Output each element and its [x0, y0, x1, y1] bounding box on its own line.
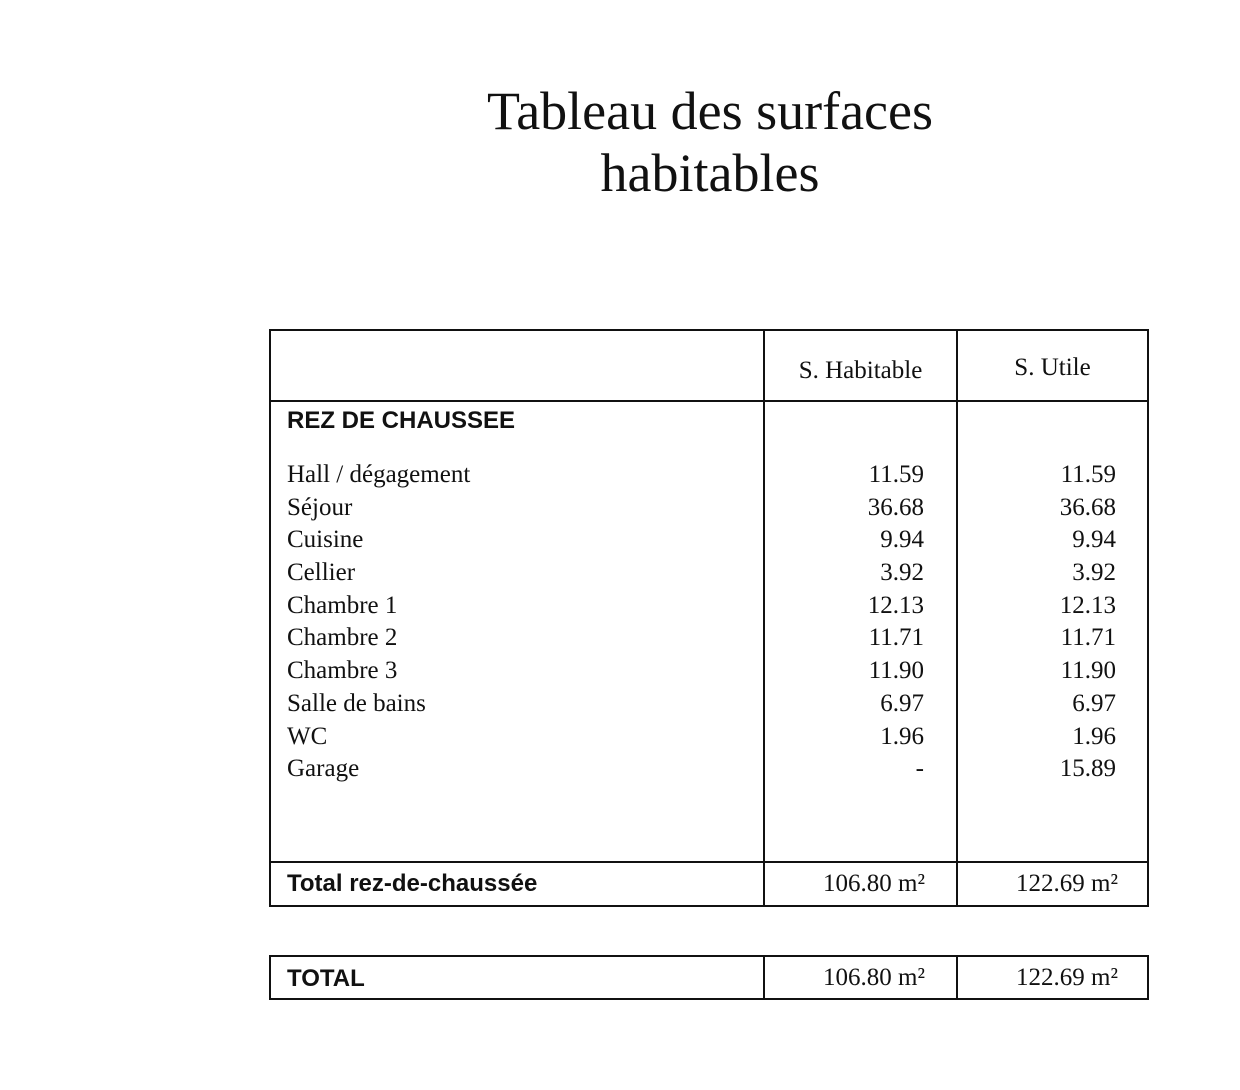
table-row: [271, 459, 1147, 492]
subtotal-label: Total rez-de-chaussée: [287, 870, 538, 897]
room-name: Séjour: [287, 493, 353, 521]
header-utile: S. Utile: [1014, 354, 1091, 381]
room-habitable: 9.94: [880, 526, 924, 554]
table-row: [271, 557, 1147, 590]
table-row: [271, 753, 1147, 786]
room-utile: 36.68: [1059, 493, 1116, 521]
room-habitable: 1.96: [880, 722, 924, 750]
subtotal-divider: [271, 861, 1147, 863]
room-name: Chambre 2: [287, 624, 398, 652]
room-name: Chambre 3: [287, 657, 398, 685]
subtotal-habitable: 106.80 m²: [823, 870, 925, 897]
room-name: Salle de bains: [287, 689, 426, 717]
room-utile: 11.59: [1060, 461, 1116, 488]
room-habitable: 12.13: [867, 591, 924, 619]
room-habitable: -: [915, 755, 924, 783]
table-row: [271, 688, 1147, 721]
table-row: [271, 655, 1147, 688]
total-label: TOTAL: [287, 965, 365, 992]
room-name: Chambre 1: [287, 591, 398, 619]
document-title-line-1: Tableau des surfaces: [486, 81, 933, 141]
room-habitable: 11.90: [868, 657, 924, 685]
table-row: [271, 524, 1147, 557]
room-habitable: 36.68: [867, 493, 924, 521]
room-utile: 11.71: [1060, 624, 1116, 652]
room-name: Cellier: [287, 559, 356, 587]
room-utile: 3.92: [1072, 559, 1116, 587]
room-name: Cuisine: [287, 526, 364, 554]
room-utile: 6.97: [1072, 689, 1116, 717]
subtotal-utile: 122.69 m²: [1016, 870, 1118, 897]
room-utile: 9.94: [1072, 526, 1116, 554]
table-row: [271, 721, 1147, 754]
room-name: WC: [287, 722, 328, 750]
table-row: [271, 492, 1147, 525]
room-name: Hall / dégagement: [287, 461, 471, 488]
room-utile: 12.13: [1059, 591, 1116, 619]
room-utile: 1.96: [1072, 722, 1116, 750]
total-table: [269, 955, 1149, 1000]
room-name: Garage: [287, 755, 360, 783]
room-list: [271, 459, 1147, 786]
total-habitable: 106.80 m²: [823, 964, 925, 991]
table-row: [271, 590, 1147, 623]
document-title: [410, 80, 1010, 204]
room-utile: 11.90: [1060, 657, 1116, 685]
room-habitable: 3.92: [880, 559, 924, 587]
room-habitable: 6.97: [880, 689, 924, 717]
header-habitable: S. Habitable: [798, 357, 923, 384]
room-habitable: 11.59: [868, 461, 924, 488]
document-title-line-2: habitables: [600, 143, 820, 203]
table-row: [271, 622, 1147, 655]
room-habitable: 11.71: [868, 624, 924, 652]
section-title: REZ DE CHAUSSEE: [287, 407, 516, 434]
surfaces-table: [269, 329, 1149, 907]
header-divider: [271, 400, 1147, 402]
total-utile: 122.69 m²: [1016, 964, 1118, 991]
room-utile: 15.89: [1059, 755, 1116, 783]
